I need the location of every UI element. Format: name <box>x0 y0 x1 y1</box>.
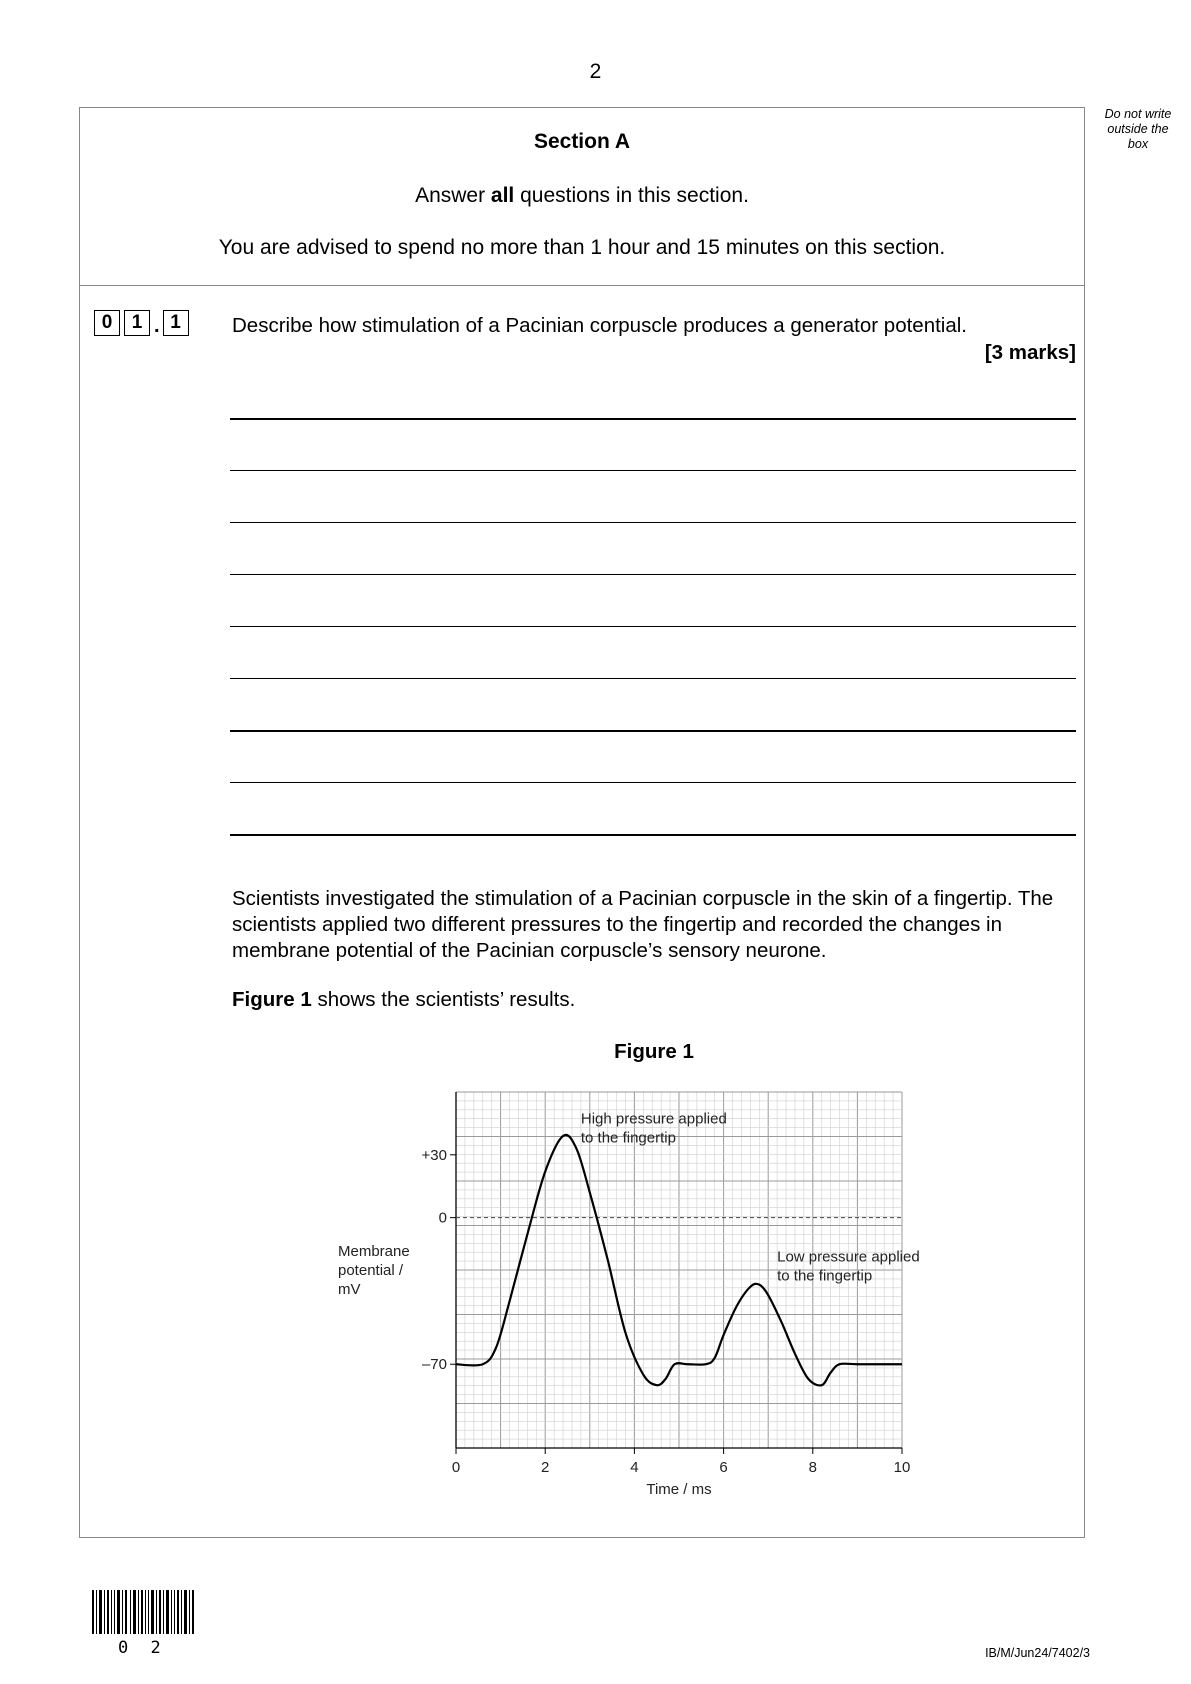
time-advice: You are advised to spend no more than 1 hour and 15 minutes on this section. <box>218 236 946 259</box>
x-tick-label: 10 <box>893 1459 911 1476</box>
x-tick-label: 0 <box>451 1459 461 1476</box>
x-tick-label: 8 <box>808 1459 817 1476</box>
y-axis-label: potential / <box>338 1262 404 1279</box>
question-number-digit: 1 <box>124 310 150 336</box>
x-tick-label: 6 <box>719 1459 728 1476</box>
annotation-text: Low pressure applied <box>777 1248 920 1266</box>
annotation-text: to the fingertip <box>777 1267 873 1285</box>
annotation-text: High pressure applied <box>580 1110 727 1128</box>
instruction-bold: all <box>490 184 515 207</box>
context-paragraph: Scientists investigated the stimulation of a Pacinian corpuscle in the skin of a fingertip. The scientists applied two different pressures to the fingertip and recorded the changes in membrane potential of the Pacinian corpuscle’s sensory neurone. <box>232 887 1054 962</box>
barcode-number: 0 2 <box>118 1638 167 1658</box>
y-axis-label: mV <box>338 1281 361 1298</box>
marks-label: [3 marks] <box>984 341 1076 364</box>
question-number-digit: 1 <box>163 310 189 336</box>
y-tick-label: 0 <box>438 1209 447 1227</box>
figure-reference-text: shows the scientists’ results. <box>311 988 576 1011</box>
y-tick-label: +30 <box>421 1146 447 1164</box>
x-axis-label: Time / ms <box>646 1481 712 1498</box>
question-number-separator: . <box>154 315 160 337</box>
barcode <box>92 1590 196 1634</box>
figure-title: Figure 1 <box>614 1040 694 1063</box>
margin-note-line: Do not write <box>1104 107 1172 121</box>
figure-reference-bold: Figure 1 <box>232 988 312 1011</box>
annotation-text: to the fingertip <box>580 1129 676 1147</box>
section-title: Section A <box>533 130 631 153</box>
margin-note-line: outside the <box>1107 122 1169 136</box>
x-tick-label: 2 <box>541 1459 550 1476</box>
x-tick-label: 4 <box>630 1459 639 1476</box>
y-tick-label: –70 <box>421 1356 447 1374</box>
page-number: 2 <box>589 60 602 83</box>
y-axis-label: Membrane <box>338 1243 410 1260</box>
margin-note-line: box <box>1127 137 1149 151</box>
paper-reference-code: IB/M/Jun24/7402/3 <box>985 1646 1090 1660</box>
instruction-text: questions in this section. <box>514 184 749 207</box>
instruction-text: Answer <box>415 184 491 207</box>
question-number-digit: 0 <box>94 310 120 336</box>
chart-annotation <box>581 1110 727 1146</box>
question-text: Describe how stimulation of a Pacinian corpuscle produces a generator potential. <box>232 314 967 337</box>
